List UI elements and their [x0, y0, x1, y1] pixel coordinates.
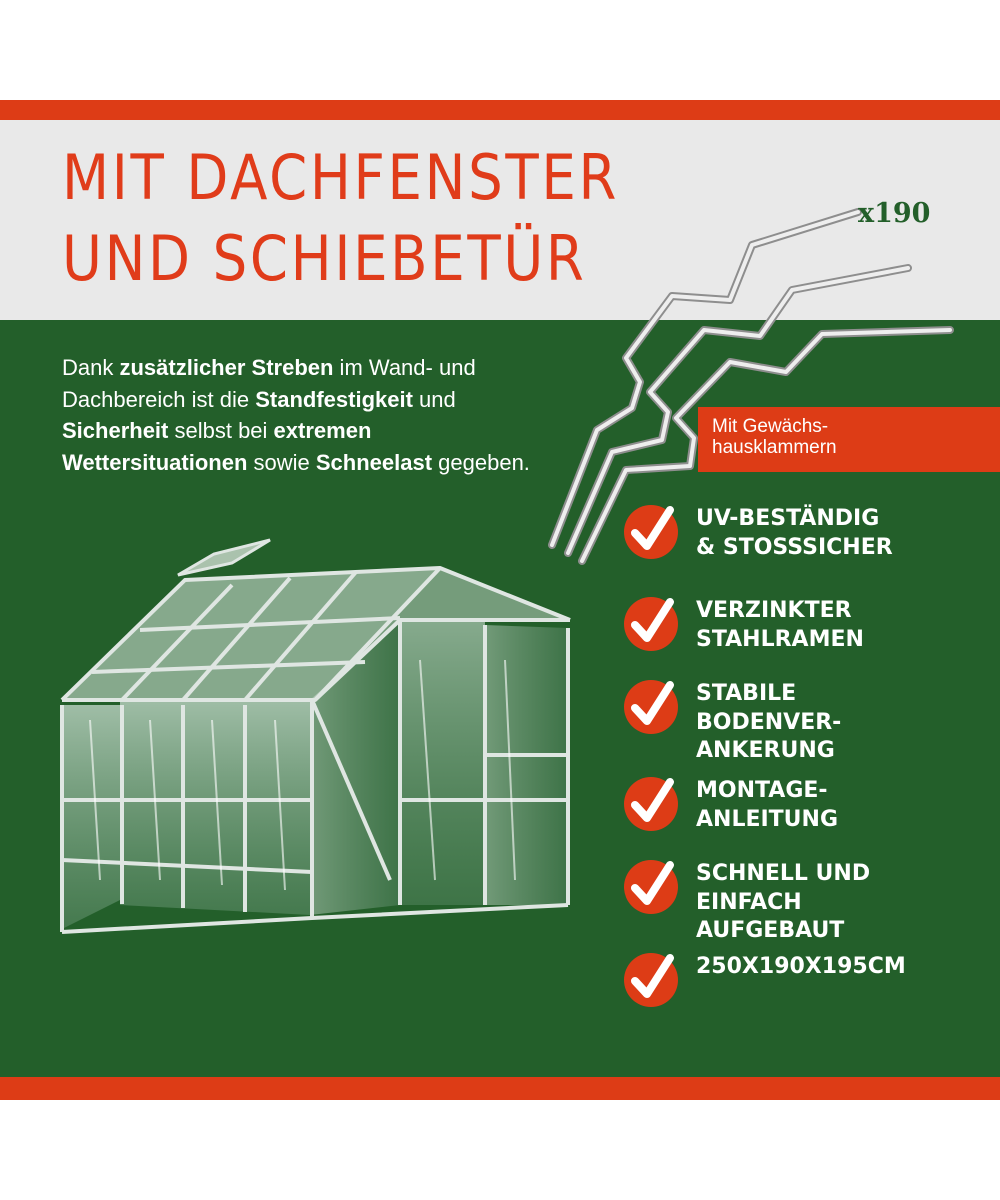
- intro-text: Dank: [62, 355, 120, 380]
- intro-text: selbst bei: [168, 418, 274, 443]
- checkmark-icon: [620, 497, 682, 559]
- intro-highlight: extremen Wettersituationen: [62, 418, 372, 475]
- clip-count: x190: [858, 198, 931, 229]
- intro-highlight: Schneelast: [315, 449, 433, 475]
- checkmark-icon: [620, 852, 682, 914]
- feature-item: [620, 953, 1000, 1023]
- headline-line-2: UND SCHIEBETÜR: [62, 222, 587, 295]
- feature-label: UV-BESTÄNDIG & STOSSSICHER: [696, 506, 893, 560]
- intro-highlight: Sicherheit: [62, 418, 169, 443]
- clips-badge-line-2: hausklammern: [712, 437, 837, 458]
- feature-label: 250X190X195CM: [696, 954, 906, 979]
- checkmark-icon: [620, 672, 682, 734]
- feature-item: [620, 505, 1000, 575]
- clips-badge-line-1: Mit Gewächs-: [712, 416, 829, 437]
- checkmark-icon: [620, 769, 682, 831]
- intro-text: und: [412, 386, 456, 412]
- checkmark-icon: [620, 945, 682, 1007]
- feature-label: STABILE BODENVER- ANKERUNG: [696, 681, 842, 763]
- intro-text: sowie: [247, 449, 316, 475]
- feature-label: SCHNELL UND EINFACH AUFGEBAUT: [696, 861, 871, 943]
- intro-text: im Wand- und Dachbereich ist die: [62, 355, 476, 412]
- feature-item: [620, 597, 1000, 667]
- headline-line-1: MIT DACHFENSTER: [62, 141, 619, 214]
- intro-text: gegeben.: [432, 449, 530, 475]
- intro-highlight: Standfestigkeit: [255, 386, 413, 412]
- feature-label: MONTAGE- ANLEITUNG: [696, 778, 839, 832]
- feature-item: [620, 680, 1000, 763]
- feature-label: VERZINKTER STAHLRAMEN: [696, 598, 864, 652]
- intro-highlight: zusätzlicher Streben: [119, 355, 334, 380]
- feature-item: [620, 777, 1000, 847]
- checkmark-icon: [620, 589, 682, 651]
- feature-item: [620, 860, 1000, 943]
